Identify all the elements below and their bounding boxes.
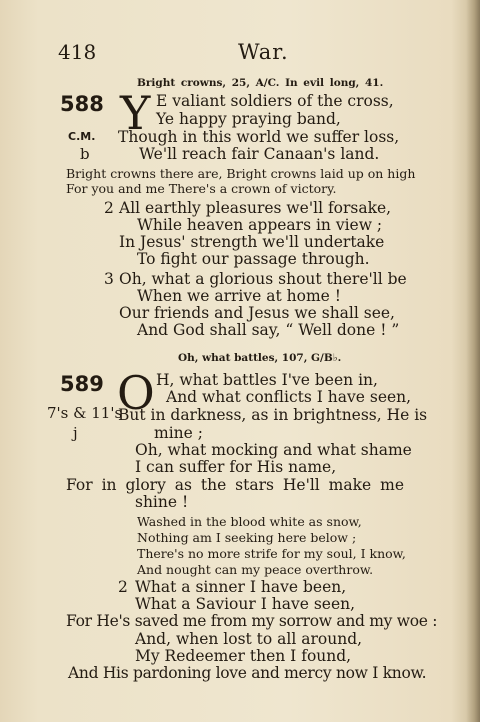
verse-number: 2	[118, 578, 128, 596]
hymn-line: And, when lost to all around,	[135, 630, 363, 648]
hymn-line: What a Saviour I have seen,	[135, 595, 356, 613]
meter-589: 7's & 11's	[47, 404, 123, 422]
chorus-line: There's no more strife for my soul, I know,	[137, 546, 406, 561]
chorus-line: Nothing am I seeking here below ;	[137, 530, 357, 545]
hymn-line: E valiant soldiers of the cross,	[156, 92, 394, 110]
hymn-line: Oh, what mocking and what shame	[135, 441, 412, 459]
hymn-line: I can suffer for His name,	[135, 458, 337, 476]
hymn-line: For He's saved me from my sorrow and my woe :	[66, 612, 438, 630]
drop-cap-588: Y	[120, 86, 151, 140]
hymn-line: But in darkness, as in brightness, He is	[118, 406, 428, 424]
hymn-line: When we arrive at home !	[137, 287, 341, 305]
drop-cap-589: O	[117, 366, 155, 420]
page-edge-shadow	[466, 0, 480, 722]
hymn-line: What a sinner I have been,	[135, 578, 347, 596]
hymn-line: In Jesus' strength we'll undertake	[119, 233, 385, 251]
tune-line-588: Bright crowns, 25, A/C. In evil long, 41.	[137, 77, 384, 89]
chorus-line: Bright crowns there are, Bright crowns laid up on high	[66, 166, 416, 181]
hymn-line: H, what battles I've been in,	[156, 371, 378, 389]
hymn-line: And God shall say, “ Well done ! ”	[137, 321, 400, 339]
key-588: b	[80, 145, 90, 163]
tune-line-589: Oh, what battles, 107, G/B♭.	[178, 352, 342, 364]
hymn-line: To fight our passage through.	[137, 250, 370, 268]
hymn-line: Our friends and Jesus we shall see,	[119, 304, 395, 322]
meter-588: C.M.	[68, 130, 96, 143]
key-589: j	[73, 424, 78, 442]
page-title: War.	[238, 40, 289, 64]
hymn-line: My Redeemer then I found,	[135, 647, 352, 665]
chorus-line: And nought can my peace overthrow.	[137, 562, 374, 577]
hymn-line: And His pardoning love and mercy now I know.	[68, 664, 427, 682]
hymn-line: We'll reach fair Canaan's land.	[139, 145, 380, 163]
hymn-line: All earthly pleasures we'll forsake,	[119, 199, 392, 217]
verse-number: 3	[104, 270, 114, 288]
hymn-line: While heaven appears in view ;	[137, 216, 383, 234]
hymn-line: Ye happy praying band,	[156, 110, 341, 128]
page-number: 418	[58, 40, 97, 64]
verse-number: 2	[104, 199, 114, 217]
hymn-number-589: 589	[60, 372, 104, 396]
hymn-line: For in glory as the stars He'll make me	[66, 476, 404, 494]
chorus-line: Washed in the blood white as snow,	[137, 514, 362, 529]
chorus-line: For you and me There's a crown of victory.	[66, 181, 337, 196]
hymn-line: mine ;	[154, 424, 203, 442]
hymn-line: Though in this world we suffer loss,	[118, 128, 400, 146]
hymn-line: Oh, what a glorious shout there'll be	[119, 270, 407, 288]
hymn-number-588: 588	[60, 92, 104, 116]
hymn-line: And what conflicts I have seen,	[166, 388, 412, 406]
hymn-line: shine !	[135, 493, 189, 511]
